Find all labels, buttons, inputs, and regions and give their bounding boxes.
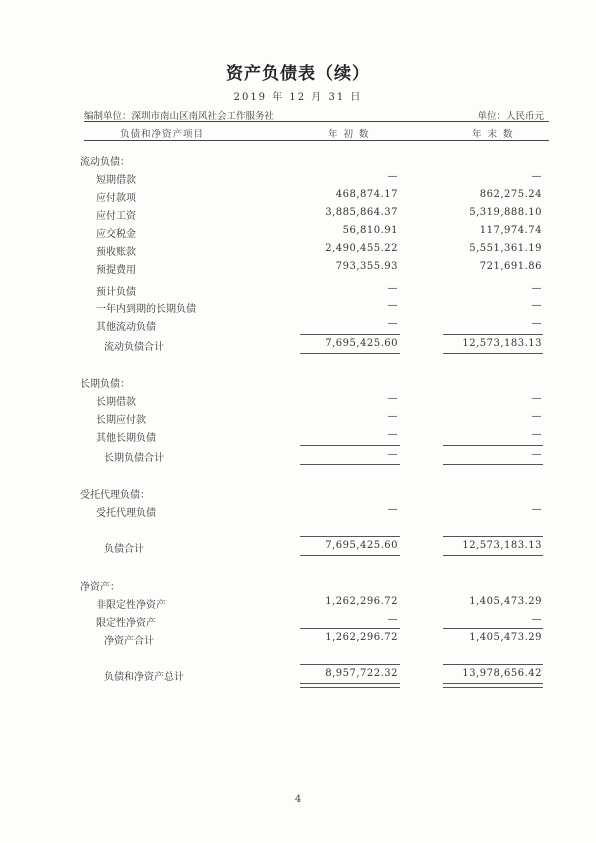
- table-row: [0, 283, 596, 297]
- row-label: 受托代理负债：: [80, 490, 150, 501]
- value-end-of-year: —: [531, 429, 542, 440]
- subtotal-rule: [443, 664, 543, 665]
- table-row: [0, 300, 596, 314]
- value-begin-of-year: 468,874.17: [335, 189, 398, 200]
- subtotal-rule: [443, 536, 543, 537]
- table-row: [0, 632, 596, 646]
- table-row: [0, 614, 596, 628]
- table-row: [0, 171, 596, 185]
- table-row: [0, 578, 596, 592]
- table-row: [0, 207, 596, 221]
- value-end-of-year: 5,551,361.19: [469, 243, 542, 254]
- row-label: 其他流动负债: [96, 322, 156, 333]
- value-begin-of-year: —: [387, 504, 398, 515]
- column-header-end: 年末数: [472, 129, 519, 140]
- row-label: 长期负债合计: [104, 453, 164, 464]
- row-label: 长期负债：: [80, 379, 130, 390]
- subtotal-rule: [300, 464, 400, 465]
- column-header-begin: 年初数: [328, 129, 375, 140]
- table-row: [0, 411, 596, 425]
- row-label: 其他长期负债: [96, 433, 156, 444]
- table-row: [0, 504, 596, 518]
- value-begin-of-year: 7,695,425.60: [325, 338, 398, 349]
- double-underline: [300, 683, 400, 688]
- table-row: [0, 189, 596, 203]
- value-end-of-year: —: [531, 171, 542, 182]
- value-begin-of-year: 56,810.91: [342, 225, 398, 236]
- row-label: 长期应付款: [96, 415, 146, 426]
- value-end-of-year: 12,573,183.13: [462, 338, 542, 349]
- row-label: 预提费用: [96, 265, 136, 276]
- value-end-of-year: 117,974.74: [479, 225, 542, 236]
- table-row: [0, 261, 596, 275]
- value-begin-of-year: 8,957,722.32: [325, 668, 398, 679]
- subtotal-rule: [300, 536, 400, 537]
- row-label: 负债合计: [104, 544, 144, 555]
- row-label: 净资产合计: [104, 636, 154, 647]
- value-begin-of-year: —: [387, 393, 398, 404]
- subtotal-rule: [443, 628, 543, 629]
- table-row: [0, 153, 596, 167]
- table-row: [0, 375, 596, 389]
- value-begin-of-year: —: [387, 318, 398, 329]
- currency-unit: 单位：人民币元: [477, 111, 544, 122]
- row-label: 限定性净资产: [96, 618, 156, 629]
- value-end-of-year: 721,691.86: [479, 261, 542, 272]
- row-label: 长期借款: [96, 397, 136, 408]
- value-end-of-year: —: [531, 318, 542, 329]
- table-row: [0, 596, 596, 610]
- table-row: [0, 243, 596, 257]
- subtotal-rule: [443, 555, 543, 556]
- row-label: 流动负债：: [80, 157, 130, 168]
- value-end-of-year: —: [531, 411, 542, 422]
- value-end-of-year: —: [531, 393, 542, 404]
- row-label: 应交税金: [96, 229, 136, 240]
- value-begin-of-year: —: [387, 411, 398, 422]
- row-label: 净资产：: [80, 582, 120, 593]
- table-row: [0, 318, 596, 332]
- value-begin-of-year: —: [387, 171, 398, 182]
- value-begin-of-year: 7,695,425.60: [325, 540, 398, 551]
- page-number: 4: [294, 794, 302, 805]
- row-label: 短期借款: [96, 175, 136, 186]
- subtotal-rule: [443, 464, 543, 465]
- value-end-of-year: 1,405,473.29: [469, 596, 542, 607]
- row-label: 应付工资: [96, 211, 136, 222]
- table-row: [0, 486, 596, 500]
- value-begin-of-year: —: [387, 283, 398, 294]
- value-begin-of-year: 1,262,296.72: [325, 596, 398, 607]
- subtotal-rule: [300, 445, 400, 446]
- double-underline: [443, 683, 543, 688]
- subtotal-rule: [443, 353, 543, 354]
- value-begin-of-year: 1,262,296.72: [325, 632, 398, 643]
- row-label: 受托代理负债: [96, 508, 156, 519]
- value-begin-of-year: —: [387, 614, 398, 625]
- table-row: [0, 393, 596, 407]
- value-end-of-year: —: [531, 504, 542, 515]
- value-begin-of-year: —: [387, 449, 398, 460]
- value-end-of-year: 12,573,183.13: [462, 540, 542, 551]
- value-begin-of-year: 793,355.93: [335, 261, 398, 272]
- table-row: [0, 338, 596, 352]
- table-row: [0, 225, 596, 239]
- page-title: 资产负债表（续）: [226, 64, 370, 84]
- value-end-of-year: —: [531, 300, 542, 311]
- table-row: [0, 449, 596, 463]
- table-row: [0, 429, 596, 443]
- subtotal-rule: [443, 334, 543, 335]
- value-end-of-year: 862,275.24: [479, 189, 542, 200]
- value-begin-of-year: —: [387, 300, 398, 311]
- row-label: 一年内到期的长期负债: [96, 304, 196, 315]
- row-label: 应付款项: [96, 193, 136, 204]
- row-label: 预收账款: [96, 247, 136, 258]
- reporting-entity: 编制单位：深圳市南山区南风社会工作服务社: [84, 111, 275, 122]
- table-row: [0, 668, 596, 682]
- value-begin-of-year: —: [387, 429, 398, 440]
- value-end-of-year: 1,405,473.29: [469, 632, 542, 643]
- report-date: 2019 年 12 月 31 日: [233, 92, 363, 103]
- subtotal-rule: [300, 555, 400, 556]
- value-end-of-year: —: [531, 283, 542, 294]
- value-end-of-year: —: [531, 449, 542, 460]
- column-header-item: 负债和净资产项目: [120, 129, 205, 140]
- table-row: [0, 540, 596, 554]
- subtotal-rule: [300, 664, 400, 665]
- row-label: 流动负债合计: [104, 342, 164, 353]
- value-end-of-year: 5,319,888.10: [469, 207, 542, 218]
- subtotal-rule: [443, 445, 543, 446]
- row-label: 非限定性净资产: [96, 600, 166, 611]
- value-end-of-year: —: [531, 614, 542, 625]
- subtotal-rule: [300, 628, 400, 629]
- row-label: 负债和净资产总计: [104, 672, 184, 683]
- value-begin-of-year: 2,490,455.22: [325, 243, 398, 254]
- subtotal-rule: [300, 353, 400, 354]
- subtotal-rule: [300, 334, 400, 335]
- row-label: 预计负债: [96, 287, 136, 298]
- value-end-of-year: 13,978,656.42: [462, 668, 542, 679]
- value-begin-of-year: 3,885,864.37: [325, 207, 398, 218]
